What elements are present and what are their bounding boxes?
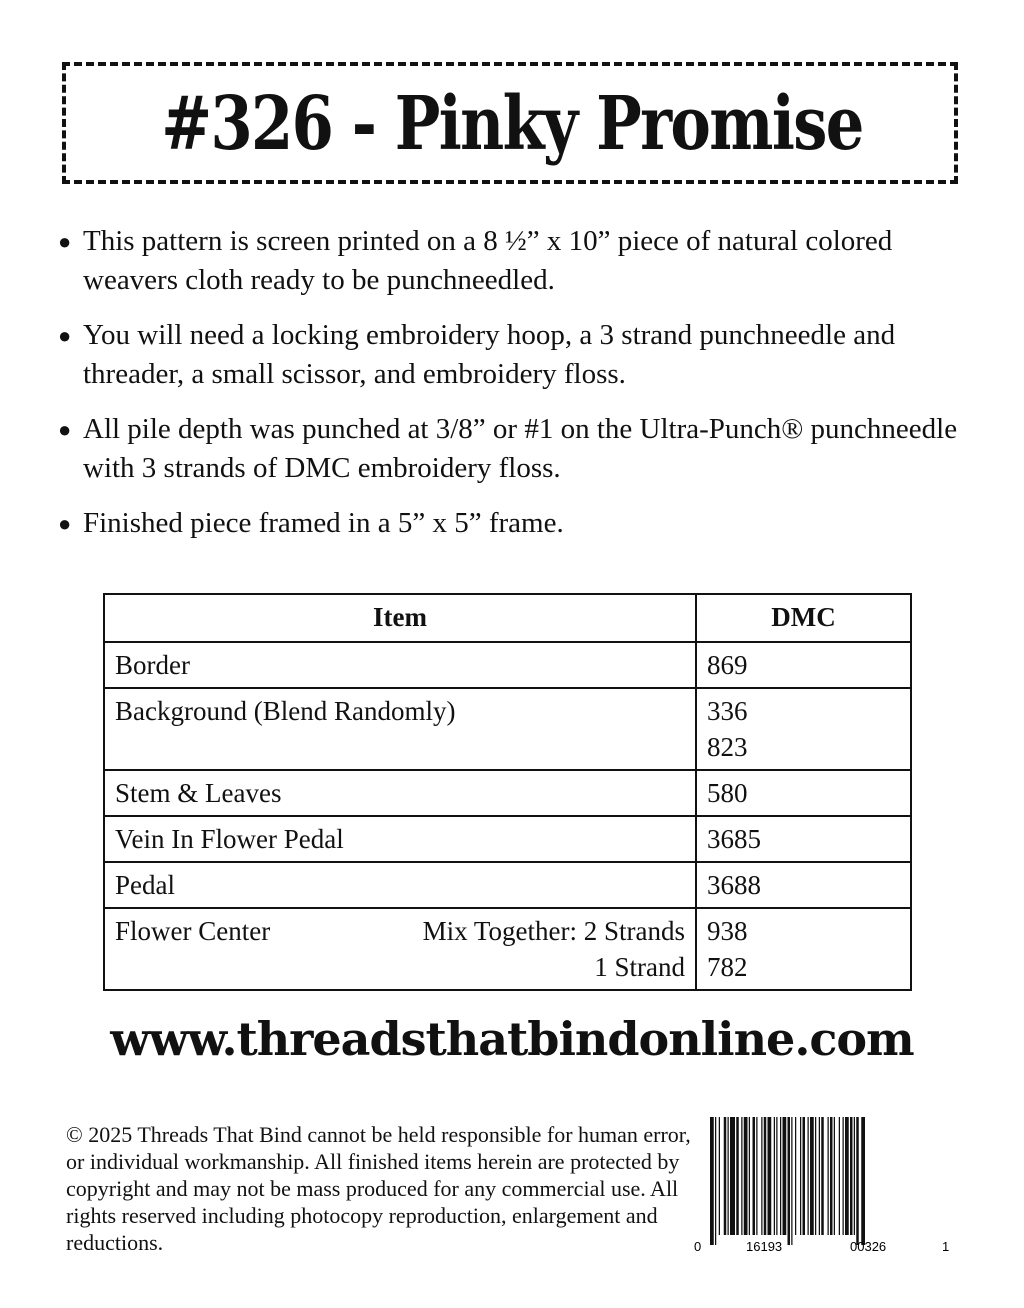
instruction-text: Finished piece framed in a 5” x 5” frame. [83,507,564,539]
dmc-cell: 580 [696,770,911,816]
dmc-cell: 3685 [696,816,911,862]
instruction-item [58,504,958,543]
barcode-digit: 1 [942,1239,950,1254]
mix-note-line: 1 Strand [594,952,685,982]
bullet-icon: ● [58,229,72,254]
item-cell: Vein In Flower Pedal [104,816,696,862]
table-header-row [104,594,911,642]
dmc-column-header: DMC [696,594,911,642]
instruction-list [58,222,958,559]
instruction-item [58,222,958,300]
mix-note-line: Mix Together: 2 Strands [422,916,685,946]
dmc-color-table [103,593,912,991]
item-cell: Stem & Leaves [104,770,696,816]
page-title: #326 - Pinky Promise [161,81,863,167]
item-cell: Border [104,642,696,688]
barcode-digit: 16193 [746,1239,783,1254]
bullet-icon: ● [58,417,72,442]
dmc-cell: 869 [696,642,911,688]
table-row [104,908,911,990]
instruction-item [58,316,958,394]
item-column-header: Item [104,594,696,642]
upc-barcode-icon [690,1117,955,1262]
dmc-value: 782 [707,952,748,982]
table-row [104,688,911,770]
item-label: Flower Center [115,916,271,946]
instruction-text: All pile depth was punched at 3/8” or #1 on the Ultra-Punch® punchneedle with 3 strands of DMC embroidery floss. [83,413,958,484]
instruction-text: This pattern is screen printed on a 8 ½” x 10” piece of natural colored weavers cloth ready to be punchneedled. [83,225,893,296]
table-row [104,770,911,816]
barcode-digit: 00326 [850,1239,887,1254]
dmc-value: 336 [707,696,748,726]
item-cell [104,908,696,990]
mix-note [423,913,685,985]
item-cell: Pedal [104,862,696,908]
bullet-icon: ● [58,511,72,536]
dmc-cell [696,908,911,990]
dmc-cell: 3688 [696,862,911,908]
copyright-notice: © 2025 Threads That Bind cannot be held responsible for human error, or individual workmanship. All finished items herein are protected by copyright and may not be mass produced for any commercial use. All rights reserved including photocopy reproduction, enlargement and reductions. [66,1122,691,1255]
table-row [104,816,911,862]
table-row [104,862,911,908]
item-cell: Background (Blend Randomly) [104,688,696,770]
barcode-digit: 0 [694,1239,702,1254]
dmc-value: 938 [707,916,748,946]
website-link[interactable]: www.threadsthatbindonline.com [110,1012,914,1066]
instruction-text: You will need a locking embroidery hoop, a 3 strand punchneedle and threader, a small scissor, and embroidery floss. [83,319,896,390]
dmc-value: 823 [707,732,748,762]
table-row [104,642,911,688]
dmc-cell [696,688,911,770]
bullet-icon: ● [58,323,72,348]
instruction-item [58,410,958,488]
